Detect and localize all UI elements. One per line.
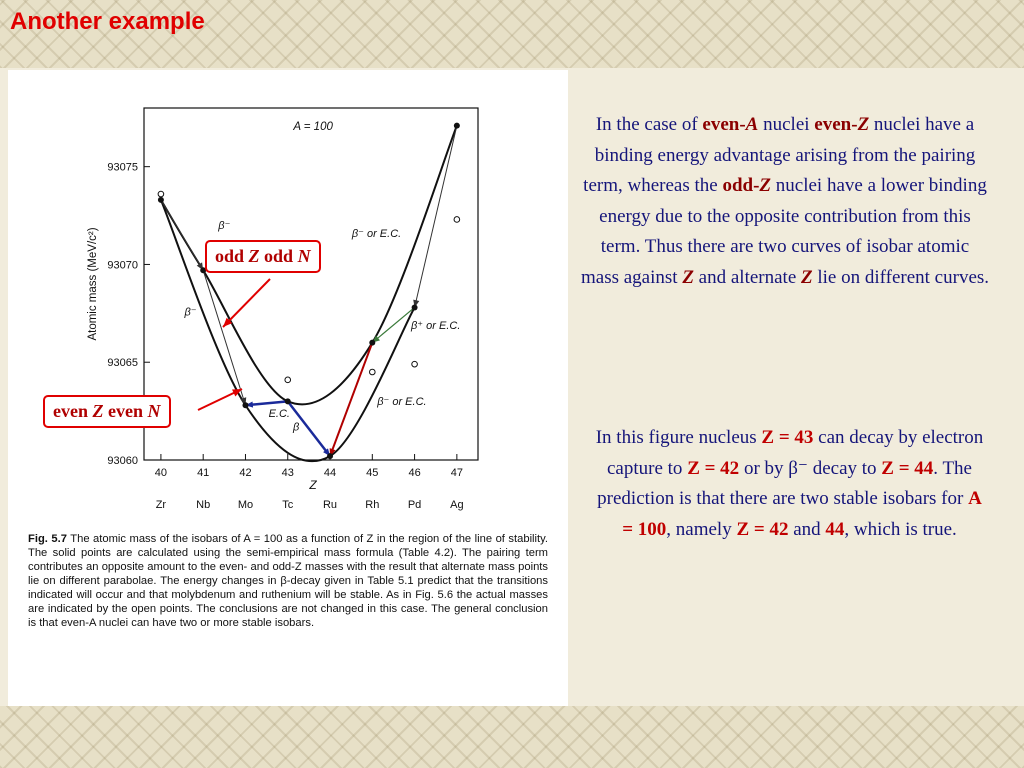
odd-label-part: odd xyxy=(215,246,249,266)
filled-data-point xyxy=(454,123,460,129)
even-label-n: N xyxy=(147,401,161,421)
filled-data-point xyxy=(158,197,164,203)
text-em: Z xyxy=(682,266,694,288)
text-em: Z xyxy=(759,175,772,196)
x-tick-label: 46 xyxy=(408,467,421,479)
text-run: , which is true. xyxy=(844,518,957,540)
even-z-even-n-label xyxy=(43,395,171,428)
text-run: or by xyxy=(739,457,789,479)
y-tick-label: 93070 xyxy=(107,259,138,272)
even-label-part: even xyxy=(53,401,93,421)
decay-annotation: β⁻ or E.C. xyxy=(377,396,427,409)
text-em: Z = 44 xyxy=(881,457,934,479)
x-axis-label: Z xyxy=(309,478,317,492)
y-axis-label: Atomic mass (MeV/c²) xyxy=(87,227,99,341)
text-run: , namely xyxy=(666,518,737,540)
filled-data-point xyxy=(412,304,418,310)
decay-annotation: β⁻ or E.C. xyxy=(351,228,402,241)
chart-title: A = 100 xyxy=(293,121,333,133)
beta-plus-decay-arrow xyxy=(330,343,372,456)
text-em: even- xyxy=(702,114,746,135)
x-tick-label: 43 xyxy=(281,467,294,479)
element-label: Pd xyxy=(407,499,422,511)
filled-data-point xyxy=(327,453,333,459)
element-label: Ru xyxy=(322,499,338,511)
text-run: can decay by electron capture to xyxy=(607,427,984,479)
decay-annotation: β⁻ xyxy=(218,220,231,233)
x-tick-label: 42 xyxy=(239,467,252,479)
decay-annotation: β⁺ or E.C. xyxy=(411,319,461,332)
even-label-z: Z xyxy=(92,401,104,421)
odd-label-pointer xyxy=(223,279,270,327)
caption-fig-number: Fig. 5.7 xyxy=(28,533,67,545)
element-label: Zr xyxy=(155,499,167,511)
decay-explanation xyxy=(592,423,987,545)
open-data-point xyxy=(370,369,376,375)
open-data-point xyxy=(285,377,291,383)
beta-minus-symbol: β⁻ xyxy=(788,457,808,479)
text-em: Z xyxy=(801,266,813,288)
text-em: Z xyxy=(857,114,870,135)
text-run: nuclei xyxy=(758,114,815,135)
filled-data-point xyxy=(285,398,291,404)
element-label: Mo xyxy=(237,499,254,511)
pairing-explanation xyxy=(580,110,990,293)
odd-label-z: Z xyxy=(248,246,260,266)
text-em: A = 100 xyxy=(622,488,982,540)
open-data-point xyxy=(158,191,164,197)
odd-label-part: odd xyxy=(259,246,298,266)
filled-data-point xyxy=(242,402,248,408)
element-label: Nb xyxy=(196,499,211,511)
text-run: nuclei have a binding energy advantage arising from the pairing term, whereas the xyxy=(583,114,976,196)
filled-data-point xyxy=(369,340,375,346)
figure-panel xyxy=(8,70,568,706)
decay-arrow xyxy=(161,200,203,270)
text-run: . The prediction is that there are two stable isobars for xyxy=(597,457,972,509)
text-run: lie on different curves. xyxy=(812,266,990,288)
decay-annotation: β⁻ xyxy=(184,306,197,319)
decay-arrow xyxy=(415,126,457,308)
x-tick-label: 44 xyxy=(323,467,337,479)
odd-label-n: N xyxy=(297,246,311,266)
y-tick-label: 93065 xyxy=(107,357,138,370)
element-label: Tc xyxy=(282,499,294,511)
plot-frame xyxy=(144,108,478,460)
x-tick-label: 40 xyxy=(154,467,168,479)
isobar-mass-chart xyxy=(8,70,568,530)
text-em: A xyxy=(745,114,759,135)
element-label: Ag xyxy=(450,499,464,511)
text-em: Z = 42 xyxy=(736,518,789,540)
x-tick-label: 41 xyxy=(197,467,210,479)
figure-caption xyxy=(28,532,548,630)
caption-text: The atomic mass of the isobars of A = 100 as a function of Z in the region of the line of stability. The solid points are calculated using the semi-empirical mass formula (Table 4.2). The pairing term contributes an opposite amount to the even- and odd-Z masses with the result that alternate mass points lie on different parabolae. The energy changes in β-decay given in Table 5.1 predict that the transitions indicated will occur and that molybdenum and ruthenium will be stable. As in Fig. 5.6 the actual masses are indicated by the open points. The conclusions are not changed in this case. The general conclusion is that even-A nuclei can have two or more stable isobars. xyxy=(28,533,549,629)
decay-annotation: β xyxy=(293,421,300,434)
text-em: even- xyxy=(814,114,858,135)
open-data-point xyxy=(454,217,460,223)
text-em: Z = 43 xyxy=(761,427,814,448)
text-em: 44 xyxy=(825,518,845,540)
text-run: decay to xyxy=(807,457,882,479)
text-em: Z = 42 xyxy=(687,457,740,479)
text-run: In this figure nucleus xyxy=(595,427,762,448)
odd-z-odd-n-label xyxy=(205,240,321,273)
slide-title: Another example xyxy=(10,8,205,35)
text-run: nuclei have a lower binding energy due to the opposite contribution from this term. Thus there are two curves of isobar atomic mass against xyxy=(580,175,987,288)
decay-annotation: E.C. xyxy=(268,407,290,420)
even-label-part: even xyxy=(103,401,148,421)
text-em: odd- xyxy=(722,175,760,196)
element-label: Rh xyxy=(365,499,380,511)
text-run: and xyxy=(788,518,826,540)
y-tick-label: 93075 xyxy=(107,161,138,174)
bottom-decorative-band xyxy=(0,706,1024,768)
x-tick-label: 45 xyxy=(366,467,379,479)
x-tick-label: 47 xyxy=(450,467,463,479)
open-data-point xyxy=(412,361,418,367)
decay-arrow xyxy=(372,307,414,342)
y-tick-label: 93060 xyxy=(107,455,138,467)
text-run: and alternate xyxy=(693,266,802,288)
text-run: In the case of xyxy=(595,114,703,135)
